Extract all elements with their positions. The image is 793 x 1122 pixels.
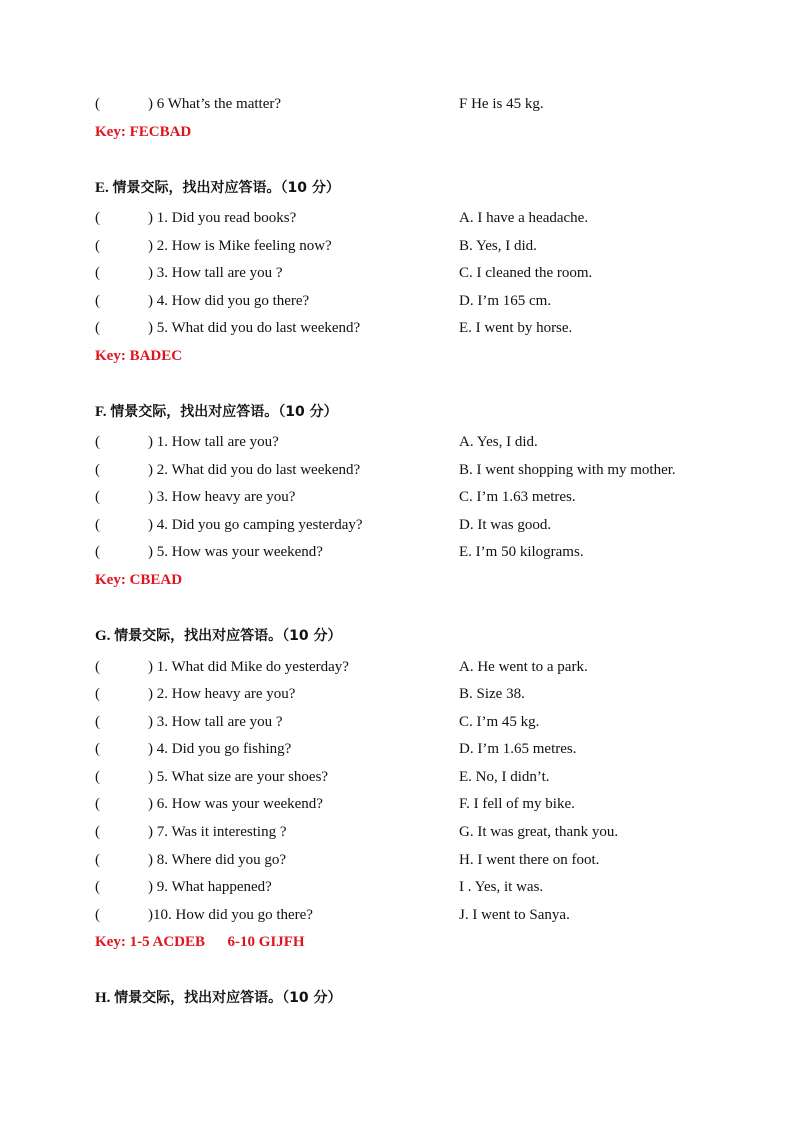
question-text: ) 5. What size are your shoes? (148, 769, 329, 785)
answer-key: Key: 1-5 ACDEB 6-10 GIJFH (95, 934, 305, 950)
answer-option: E. I went by horse. (459, 320, 573, 336)
answer-option: A. I have a headache. (459, 210, 589, 226)
section-heading-g (95, 626, 342, 646)
section-heading-f (95, 402, 338, 422)
question-row (95, 739, 715, 759)
answer-option: H. I went there on foot. (459, 852, 600, 868)
answer-option: F. I fell of my bike. (459, 796, 575, 812)
answer-option: E. No, I didn’t. (459, 769, 550, 785)
answer-option: G. It was great, thank you. (459, 824, 619, 840)
section-heading-h (95, 988, 342, 1008)
question-text: ) 4. Did you go fishing? (148, 741, 292, 757)
question-text: ) 1. Did you read books? (148, 210, 297, 226)
answer-key: Key: BADEC (95, 348, 183, 364)
answer-blank: ( (95, 796, 100, 812)
section-letter: F. (95, 404, 107, 420)
question-row (95, 767, 715, 787)
answer-blank: ( (95, 659, 100, 675)
question-row (95, 712, 715, 732)
question-text: ) 3. How heavy are you? (148, 489, 296, 505)
section-title: 情景交际，找出对应答语。（10 分） (114, 990, 342, 1006)
question-text: ) 7. Was it interesting ? (148, 824, 287, 840)
answer-blank: ( (95, 741, 100, 757)
answer-blank: ( (95, 824, 100, 840)
question-row (95, 432, 715, 452)
question-text: ) 6. How was your weekend? (148, 796, 323, 812)
answer-blank: ( (95, 96, 100, 112)
answer-option: C. I’m 1.63 metres. (459, 489, 576, 505)
question-text: ) 4. How did you go there? (148, 293, 310, 309)
answer-option: C. I’m 45 kg. (459, 714, 540, 730)
answer-blank: ( (95, 462, 100, 478)
question-text: ) 3. How tall are you ? (148, 265, 283, 281)
answer-option: F He is 45 kg. (459, 96, 544, 112)
answer-blank: ( (95, 517, 100, 533)
question-row (95, 877, 715, 897)
question-text: ) 6 What’s the matter? (148, 96, 282, 112)
answer-blank: ( (95, 714, 100, 730)
answer-blank: ( (95, 907, 100, 923)
answer-option: D. It was good. (459, 517, 552, 533)
question-row (95, 208, 715, 228)
question-text: ) 9. What happened? (148, 879, 272, 895)
section-title: 情景交际，找出对应答语。（10 分） (110, 404, 338, 420)
question-row (95, 542, 715, 562)
section-title: 情景交际，找出对应答语。（10 分） (114, 628, 342, 644)
answer-blank: ( (95, 238, 100, 254)
answer-key: Key: FECBAD (95, 124, 192, 140)
answer-option: E. I’m 50 kilograms. (459, 544, 584, 560)
question-text: ) 1. How tall are you? (148, 434, 279, 450)
question-row (95, 487, 715, 507)
question-text: ) 5. How was your weekend? (148, 544, 323, 560)
question-text: ) 5. What did you do last weekend? (148, 320, 361, 336)
question-text: )10. How did you go there? (148, 907, 313, 923)
section-letter: E. (95, 180, 109, 196)
answer-blank: ( (95, 293, 100, 309)
question-text: ) 1. What did Mike do yesterday? (148, 659, 349, 675)
question-text: ) 2. How heavy are you? (148, 686, 296, 702)
answer-blank: ( (95, 879, 100, 895)
question-row (95, 94, 715, 114)
question-text: ) 2. How is Mike feeling now? (148, 238, 332, 254)
section-title: 情景交际，找出对应答语。（10 分） (112, 180, 340, 196)
answer-option: D. I’m 1.65 metres. (459, 741, 577, 757)
question-row (95, 822, 715, 842)
answer-option: C. I cleaned the room. (459, 265, 593, 281)
answer-blank: ( (95, 544, 100, 560)
answer-blank: ( (95, 320, 100, 336)
answer-option: A. He went to a park. (459, 659, 588, 675)
answer-option: B. Size 38. (459, 686, 525, 702)
question-text: ) 3. How tall are you ? (148, 714, 283, 730)
question-row (95, 263, 715, 283)
question-text: ) 8. Where did you go? (148, 852, 287, 868)
answer-option: J. I went to Sanya. (459, 907, 570, 923)
answer-blank: ( (95, 489, 100, 505)
question-text: ) 4. Did you go camping yesterday? (148, 517, 363, 533)
question-row (95, 905, 715, 925)
question-text: ) 2. What did you do last weekend? (148, 462, 361, 478)
question-row (95, 850, 715, 870)
question-row (95, 318, 715, 338)
question-row (95, 515, 715, 535)
answer-option: A. Yes, I did. (459, 434, 538, 450)
question-row (95, 657, 715, 677)
section-heading-e (95, 178, 340, 198)
answer-option: B. Yes, I did. (459, 238, 537, 254)
question-row (95, 794, 715, 814)
answer-option: D. I’m 165 cm. (459, 293, 552, 309)
answer-blank: ( (95, 769, 100, 785)
question-row (95, 291, 715, 311)
question-row (95, 236, 715, 256)
answer-blank: ( (95, 210, 100, 226)
question-row (95, 460, 715, 480)
answer-blank: ( (95, 265, 100, 281)
answer-blank: ( (95, 852, 100, 868)
question-row (95, 684, 715, 704)
section-letter: H. (95, 990, 111, 1006)
answer-blank: ( (95, 434, 100, 450)
answer-option: I . Yes, it was. (459, 879, 544, 895)
answer-option: B. I went shopping with my mother. (459, 462, 676, 478)
answer-blank: ( (95, 686, 100, 702)
section-letter: G. (95, 628, 111, 644)
answer-key: Key: CBEAD (95, 572, 183, 588)
